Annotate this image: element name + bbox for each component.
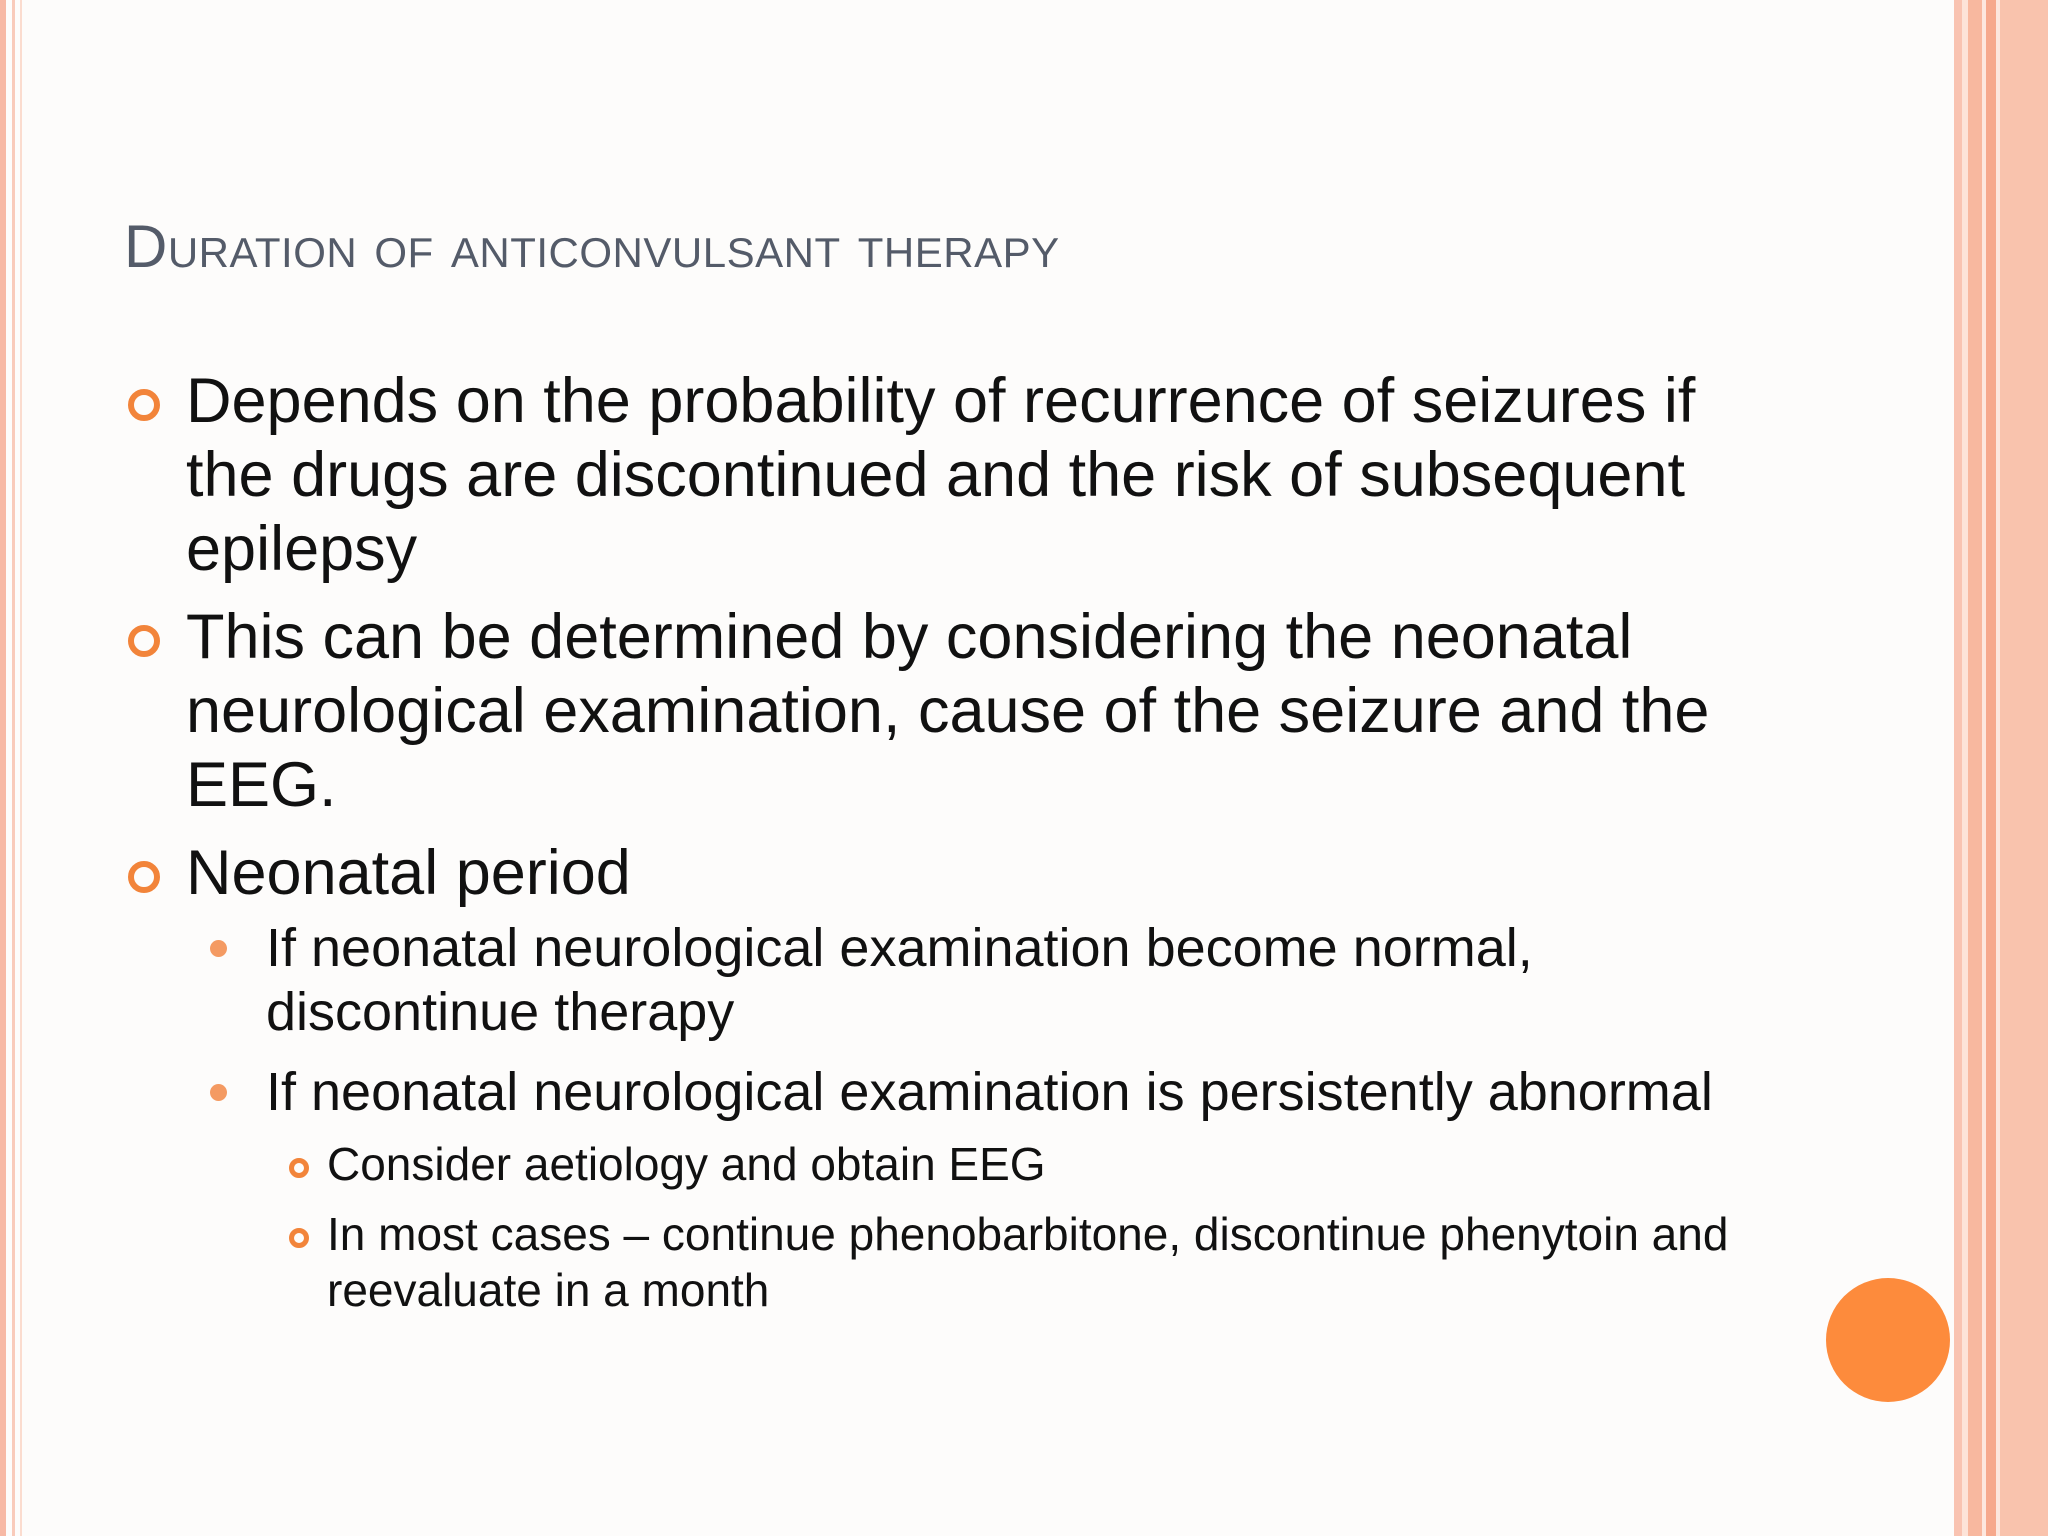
sub-sub-bullet-item (126, 1136, 1786, 1192)
sub-bullet-item (126, 916, 1786, 1044)
dot-bullet-icon (210, 1084, 227, 1101)
sub-sub-bullet-item (126, 1206, 1786, 1318)
dot-bullet-icon (210, 940, 227, 957)
ring-bullet-icon (128, 389, 160, 421)
ring-bullet-icon (289, 1228, 309, 1248)
right-border-stripe (2000, 0, 2048, 1536)
ring-bullet-icon (128, 625, 160, 657)
bullet-text: This can be determined by considering the neonatal neurological examination, cause of the seizure and the EEG. (186, 602, 1710, 820)
right-border-stripe (1986, 0, 1996, 1536)
left-border-line (20, 0, 22, 1536)
sub-sub-bullet-text: Consider aetiology and obtain EEG (327, 1138, 1046, 1190)
sub-bullet-text: If neonatal neurological examination become normal, discontinue therapy (266, 918, 1533, 1042)
sub-bullet-item (126, 1060, 1786, 1124)
sub-bullet-text: If neonatal neurological examination is persistently abnormal (266, 1062, 1713, 1122)
slide-title: Duration of anticonvulsant therapy (124, 213, 1060, 280)
ring-bullet-icon (128, 861, 160, 893)
bullet-text: Depends on the probability of recurrence of seizures if the drugs are discontinued and the risk of subsequent epilepsy (186, 366, 1696, 584)
left-border-line (0, 0, 6, 1536)
bullet-item (126, 364, 1786, 586)
ring-bullet-icon (289, 1158, 309, 1178)
left-border-line (12, 0, 15, 1536)
orange-circle-decoration (1826, 1278, 1950, 1402)
bullet-text: Neonatal period (186, 838, 631, 908)
sub-sub-bullet-text: In most cases – continue phenobarbitone, discontinue phenytoin and reevaluate in a month (327, 1208, 1729, 1316)
right-border-stripe (1968, 0, 1982, 1536)
bullet-item (126, 600, 1786, 822)
bullet-item (126, 836, 1786, 910)
slide-body (126, 364, 1786, 1332)
right-border-stripe (1954, 0, 1962, 1536)
